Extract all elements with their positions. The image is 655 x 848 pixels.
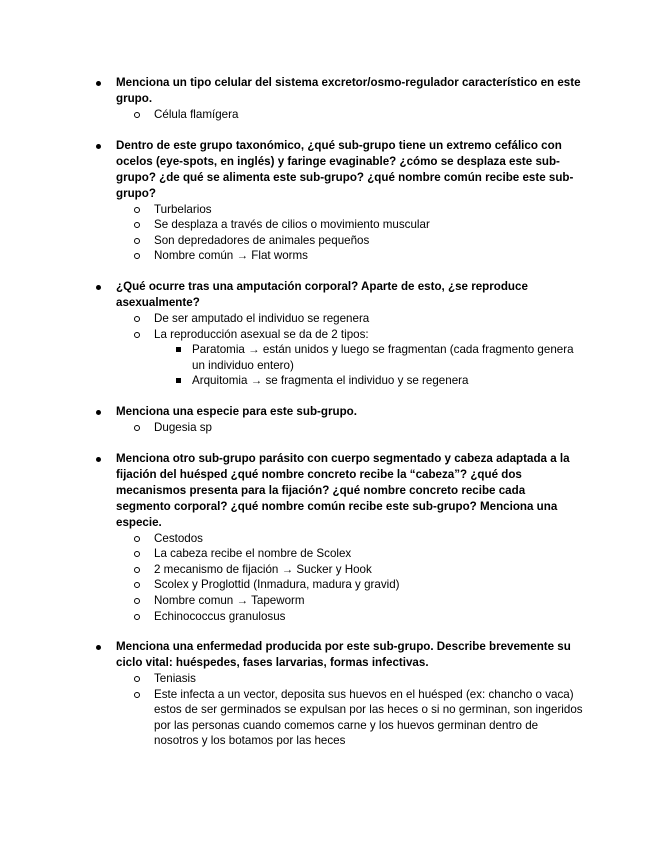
answer-list <box>116 671 583 749</box>
answer-item <box>116 420 583 436</box>
answer-item <box>116 248 583 264</box>
answer-text: De ser amputado el individuo se regenera <box>154 311 370 325</box>
answer-text: Cestodos <box>154 531 203 545</box>
answer-text: La reproducción asexual se da de 2 tipos: <box>154 327 369 341</box>
bullet-circle-icon <box>134 253 140 259</box>
answer-text: Echinococcus granulosus <box>154 609 286 623</box>
answer-list <box>116 531 583 625</box>
bullet-square-icon <box>176 378 181 383</box>
bullet-square-icon <box>176 347 181 352</box>
bullet-disc-icon <box>96 285 101 290</box>
bullet-circle-icon <box>134 598 140 604</box>
answer-text: Dugesia sp <box>154 420 213 434</box>
bullet-disc-icon <box>96 410 101 415</box>
answer-item <box>116 577 583 593</box>
bullet-circle-icon <box>134 207 140 213</box>
bullet-circle-icon <box>134 582 140 588</box>
answer-list <box>116 107 583 123</box>
answer-text: 2 mecanismo de fijación → Sucker y Hook <box>154 562 372 576</box>
sub-answer-text: Paratomia → están unidos y luego se fragmentan (cada fragmento genera un individuo entero) <box>192 343 574 372</box>
answer-item <box>116 593 583 609</box>
question-text: Dentro de este grupo taxonómico, ¿qué sub-grupo tiene un extremo cefálico con ocelos (eye-spots, en inglés) y faringe evaginable? ¿cómo se desplaza este sub-grupo? ¿de qué se alimenta este sub-grupo? ¿qué nombre común recibe este sub-grupo? <box>116 138 574 200</box>
answer-list <box>116 420 583 436</box>
question-text: Menciona un tipo celular del sistema excretor/osmo-regulador característico en este grupo. <box>116 76 581 105</box>
question-list <box>0 75 655 749</box>
bullet-circle-icon <box>134 112 140 118</box>
bullet-circle-icon <box>134 536 140 542</box>
answer-item <box>116 327 583 389</box>
question-text: Menciona otro sub-grupo parásito con cuerpo segmentado y cabeza adaptada a la fijación del huésped ¿qué nombre concreto recibe la “cabeza”? ¿qué dos mecanismos presenta para la fijación? ¿qué nombre concreto recibe cada segmento corporal? ¿qué nombre común recibe este sub-grupo? Menciona una especie. <box>116 451 570 529</box>
bullet-circle-icon <box>134 238 140 244</box>
bullet-circle-icon <box>134 676 140 682</box>
question-item-2 <box>0 138 655 264</box>
bullet-disc-icon <box>96 81 101 86</box>
answer-item <box>116 107 583 123</box>
answer-text: Nombre común → Flat worms <box>154 249 308 263</box>
answer-item <box>116 687 583 749</box>
bullet-circle-icon <box>134 567 140 573</box>
answer-text: La cabeza recibe el nombre de Scolex <box>154 547 352 561</box>
answer-item <box>116 671 583 687</box>
bullet-circle-icon <box>134 332 140 338</box>
answer-item <box>116 217 583 233</box>
answer-item <box>116 311 583 327</box>
answer-list <box>116 311 583 389</box>
sub-answer-item <box>154 373 583 389</box>
question-item-4 <box>0 404 655 436</box>
question-item-6 <box>0 639 655 749</box>
bullet-disc-icon <box>96 457 101 462</box>
question-item-1 <box>0 75 655 123</box>
question-text: Menciona una especie para este sub-grupo. <box>116 404 357 418</box>
sub-answer-text: Arquitomia → se fragmenta el individuo y se regenera <box>192 374 469 388</box>
answer-item <box>116 531 583 547</box>
question-text: Menciona una enfermedad producida por este sub-grupo. Describe brevemente su ciclo vital: huéspedes, fases larvarias, formas infectivas. <box>116 640 571 670</box>
sub-answer-list <box>154 342 583 389</box>
bullet-circle-icon <box>134 425 140 431</box>
bullet-circle-icon <box>134 316 140 322</box>
answer-text: Son depredadores de animales pequeños <box>154 233 370 247</box>
answer-item <box>116 546 583 562</box>
answer-text: Célula flamígera <box>154 108 239 121</box>
question-item-5 <box>0 451 655 625</box>
answer-item <box>116 202 583 218</box>
bullet-circle-icon <box>134 551 140 557</box>
answer-text: Nombre comun → Tapeworm <box>154 593 305 607</box>
answer-text: Se desplaza a través de cilios o movimiento muscular <box>154 218 430 232</box>
bullet-circle-icon <box>134 222 140 228</box>
sub-answer-item <box>154 342 583 373</box>
answer-text: Scolex y Proglottid (Inmadura, madura y gravid) <box>154 578 400 592</box>
answer-text: Este infecta a un vector, deposita sus huevos en el huésped (ex: chancho o vaca) estos de ser germinados se expulsan por las heces o si no germinan, son ingeridos por las personas cuando comemos carne y los huevos germinan dentro de nosotros y los botamos por las heces <box>154 687 583 748</box>
answer-item <box>116 609 583 625</box>
answer-item <box>116 562 583 578</box>
question-text: ¿Qué ocurre tras una amputación corporal? Aparte de esto, ¿se reproduce asexualmente? <box>116 279 528 309</box>
bullet-circle-icon <box>134 692 140 698</box>
answer-text: Turbelarios <box>154 202 212 216</box>
bullet-disc-icon <box>96 645 101 650</box>
answer-item <box>116 233 583 249</box>
bullet-disc-icon <box>96 144 101 149</box>
bullet-circle-icon <box>134 614 140 620</box>
answer-list <box>116 202 583 264</box>
question-item-3 <box>0 279 655 389</box>
answer-text: Teniasis <box>154 672 196 686</box>
